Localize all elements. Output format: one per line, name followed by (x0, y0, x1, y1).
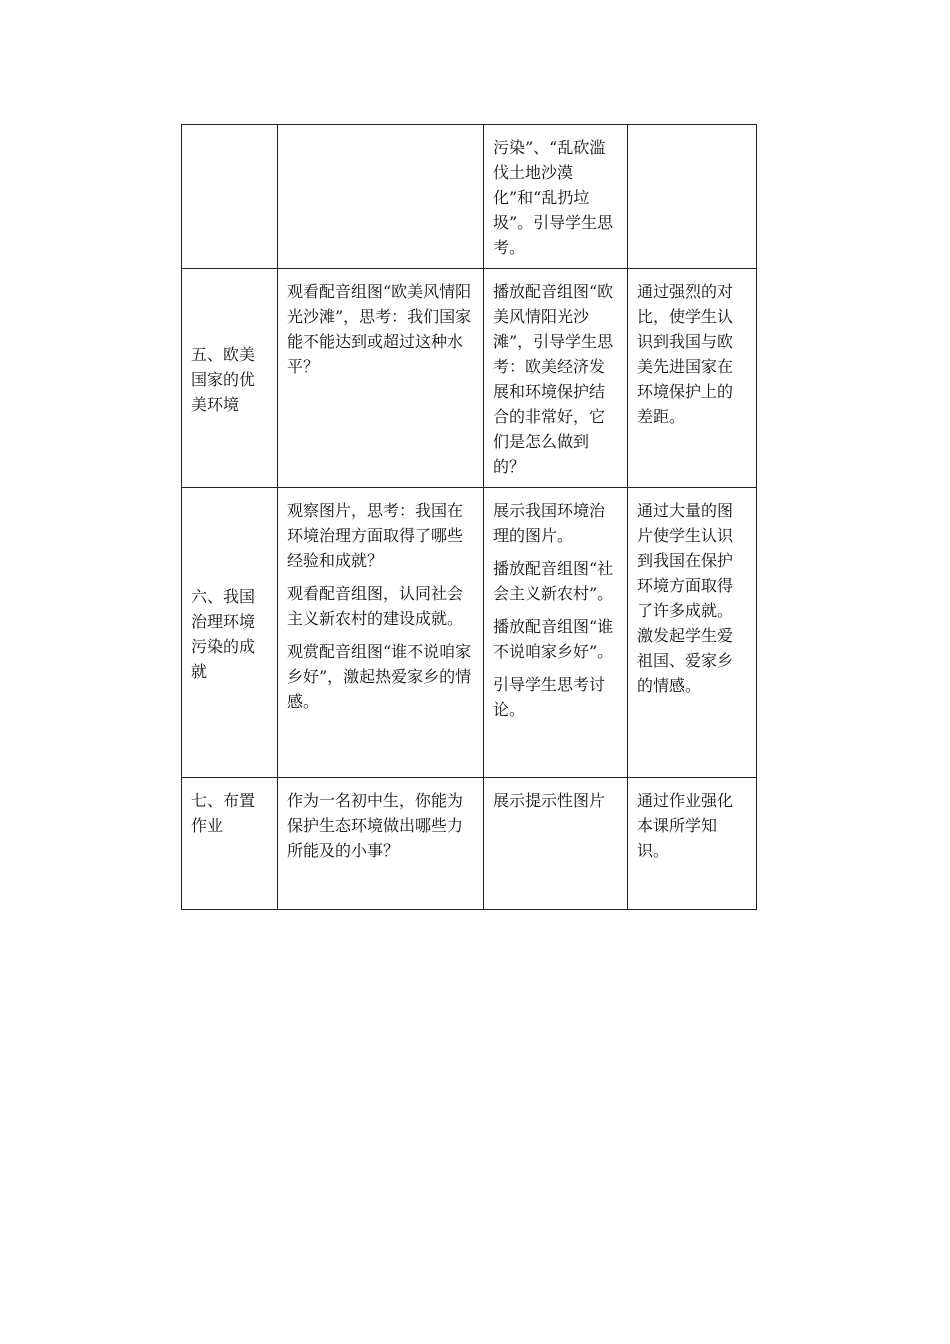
student-activity-cell (278, 488, 484, 778)
student-activity-text: 观看配音组图，认同社会主义新农村的建设成就。 (287, 584, 464, 628)
teacher-activity-cell (484, 778, 628, 910)
design-intent-cell (628, 125, 757, 269)
table-row (182, 125, 757, 269)
teacher-activity-cell (484, 125, 628, 269)
student-activity-cell (278, 778, 484, 910)
student-activity-text: 观察图片，思考：我国在环境治理方面取得了哪些经验和成就？ (287, 501, 464, 570)
teacher-activity-text: 展示提示性图片 (493, 791, 606, 810)
student-activity-cell (278, 269, 484, 488)
teacher-activity-text: 展示我国环境治理的图片。 (493, 501, 606, 545)
teacher-activity-text: 引导学生思考讨论。 (493, 675, 606, 719)
stage-cell: 七、布置作业 (182, 778, 278, 910)
student-activity-text: 作为一名初中生，你能为保护生态环境做出哪些力所能及的小事？ (287, 791, 464, 860)
teacher-activity-text: 播放配音组图“欧美风情阳光沙滩”，引导学生思考：欧美经济发展和环境保护结合的非常好，它们是怎么做到的？ (493, 282, 614, 476)
table-row (182, 269, 757, 488)
table-row (182, 778, 757, 910)
student-activity-text: 观赏配音组图“谁不说咱家乡好”，激起热爱家乡的情感。 (287, 642, 472, 711)
teacher-activity-cell (484, 269, 628, 488)
lesson-plan-table (181, 124, 757, 910)
stage-cell: 五、欧美国家的优美环境 (182, 269, 278, 488)
teacher-activity-text: 播放配音组图“社会主义新农村”。 (493, 559, 614, 603)
student-activity-cell (278, 125, 484, 269)
stage-cell: 六、我国治理环境污染的成就 (182, 488, 278, 778)
stage-cell (182, 125, 278, 269)
design-intent-cell: 通过作业强化本课所学知识。 (628, 778, 757, 910)
teacher-activity-text: 污染”、“乱砍滥伐土地沙漠化”和“乱扔垃圾”。引导学生思考。 (493, 138, 614, 257)
table-row (182, 488, 757, 778)
design-intent-cell: 通过大量的图片使学生认识到我国在保护环境方面取得了许多成就。激发起学生爱祖国、爱家乡的情感。 (628, 488, 757, 778)
student-activity-text: 观看配音组图“欧美风情阳光沙滩”，思考：我们国家能不能达到或超过这种水平？ (287, 282, 472, 376)
teacher-activity-cell (484, 488, 628, 778)
design-intent-cell: 通过强烈的对比，使学生认识到我国与欧美先进国家在环境保护上的差距。 (628, 269, 757, 488)
teacher-activity-text: 播放配音组图“谁不说咱家乡好”。 (493, 617, 614, 661)
